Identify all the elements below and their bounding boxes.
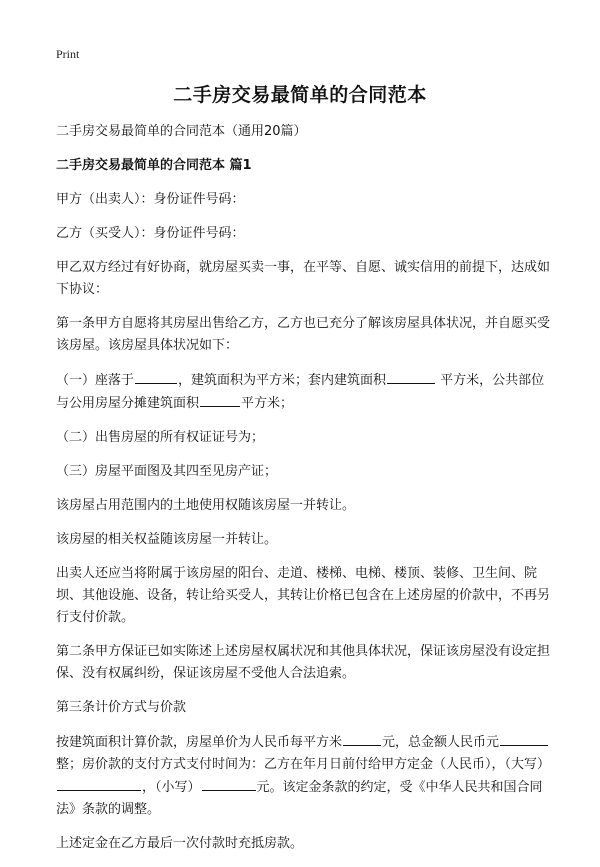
article-1-paragraph: 第一条甲方自愿将其房屋出售给乙方，乙方也已充分了解该房屋具体状况，并自愿买受该房屋。该房屋具体状况如下：: [56, 316, 551, 353]
article-2-paragraph: 第二条甲方保证已如实陈述上述房屋权属状况和其他具体状况，保证该房屋没有设定担保、没有权属纠纷，保证该房屋不受他人合法追索。: [56, 644, 551, 681]
land-use-paragraph: 该房屋占用范围内的土地使用权随该房屋一并转让。: [56, 498, 356, 513]
intro-paragraph: 甲乙双方经过有好协商，就房屋买卖一事，在平等、自愿、诚实信用的前提下，达成如下协议：: [56, 260, 551, 297]
blank-lowercase: [202, 776, 256, 791]
blank-unit-price: [343, 731, 381, 746]
price-text-3: 整；房价款的支付方式支付时间为：乙方在年月日前付给甲方定金（人民币），（大写）: [56, 757, 551, 772]
item-1-paragraph: [56, 369, 556, 415]
item-1-text-4: 平方米；: [241, 396, 294, 411]
rights-paragraph: 该房屋的相关权益随该房屋一并转让。: [56, 532, 278, 547]
blank-total: [500, 731, 548, 746]
party-b-line: 乙方（买受人）：身份证件号码：: [56, 226, 245, 241]
price-paragraph: [56, 731, 556, 821]
document-subtitle: 二手房交易最简单的合同范本（通用20篇）: [56, 124, 307, 139]
article-3-heading: 第三条计价方式与价款: [56, 700, 187, 715]
item-1-text-1: （一）座落于: [56, 373, 135, 388]
item-3-paragraph: （三）房屋平面图及其四至见房产证；: [56, 464, 278, 479]
blank-location: [135, 369, 177, 384]
deposit-paragraph: 上述定金在乙方最后一次付款时充抵房款。: [56, 836, 304, 851]
blank-inner-area: [387, 369, 435, 384]
blank-uppercase: [57, 776, 141, 791]
print-link[interactable]: Print: [56, 47, 80, 61]
attachments-paragraph: 出卖人还应当将附属于该房屋的阳台、走道、楼梯、电梯、楼顶、装修、卫生间、院坝、其他设施、设备，转让给买受人，其转让价格已包含在上述房屋的价款中，不再另行支付价款。: [56, 566, 551, 625]
item-1-text-2: ，建筑面积为平方米；套内建筑面积: [178, 373, 387, 388]
document-body: [56, 121, 556, 867]
price-text-5: 元。该定金条款的约定，受《中华人民共和国合同法》条款的调整。: [56, 780, 543, 817]
page-title: 二手房交易最简单的合同范本: [173, 84, 427, 106]
section-heading: 二手房交易最简单的合同范本 篇1: [56, 158, 252, 173]
item-1-text-3: 平方米，公共部位与公用房屋分摊建筑面积: [56, 373, 545, 411]
price-text-2: 元，总金额人民币元: [382, 735, 500, 750]
item-2-paragraph: （二）出售房屋的所有权证证号为；: [56, 430, 265, 445]
blank-shared-area: [200, 392, 240, 407]
price-text-4: ，（小写）: [142, 780, 201, 795]
party-a-line: 甲方（出卖人）：身份证件号码：: [56, 192, 245, 207]
price-text-1: 按建筑面积计算价款，房屋单价为人民币每平方米: [56, 735, 343, 750]
